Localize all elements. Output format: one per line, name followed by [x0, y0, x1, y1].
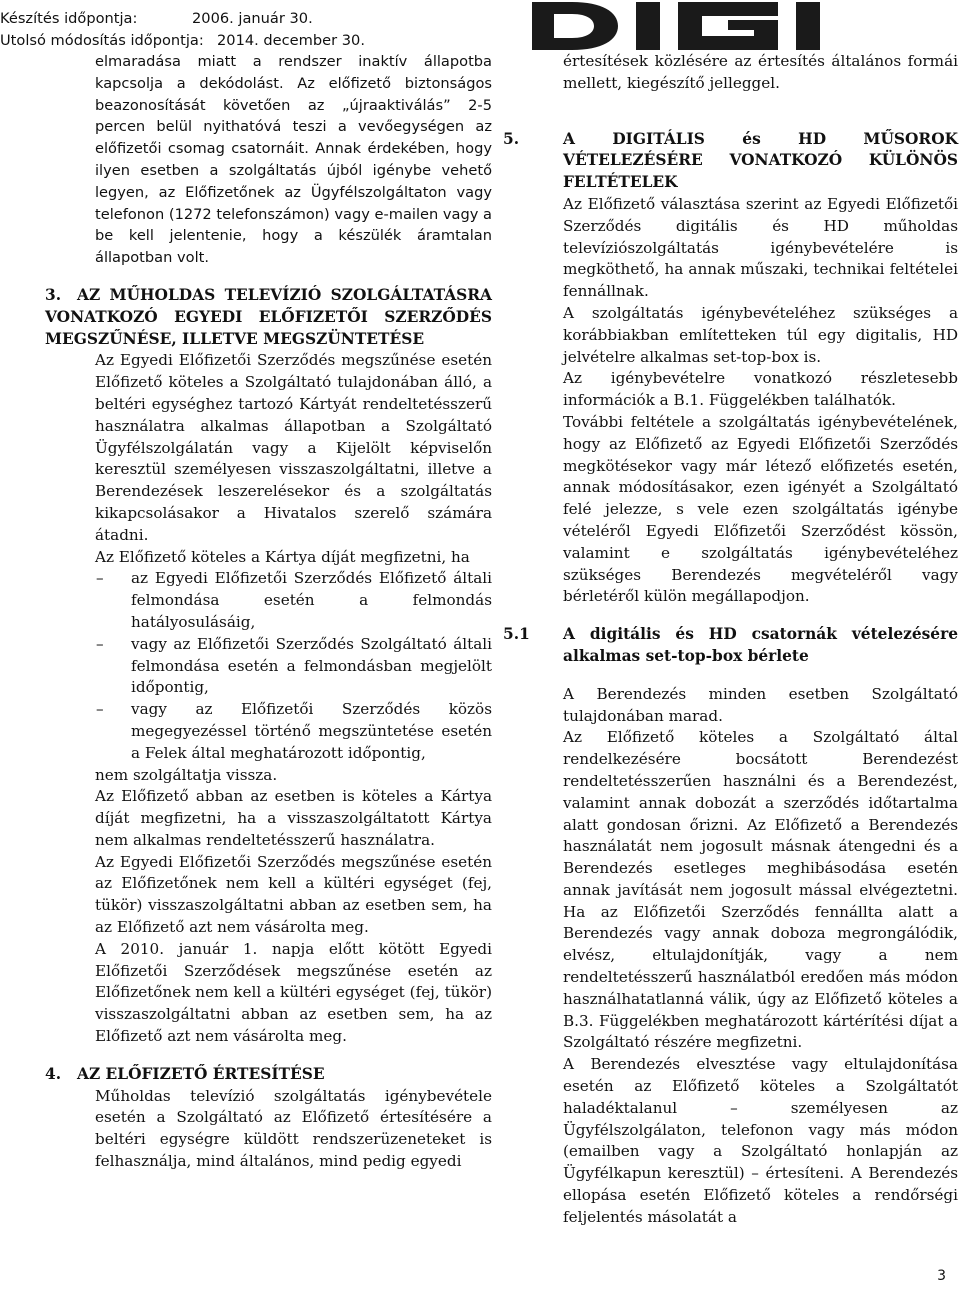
- section-5-1-title: A digitális és HD csatornák vételezésére alkalmas set-top-box bérlete: [563, 625, 958, 665]
- section-3-number: 3.: [45, 285, 62, 304]
- section-5-number: 5.: [503, 129, 520, 148]
- section-3-title: AZ MŰHOLDAS TELEVÍZIÓ SZOLGÁLTATÁSRA VONATKOZÓ EGYEDI ELŐFIZETŐI SZERZŐDÉS MEGSZŰNÉSE, ILLETVE MEGSZÜNTETÉSE: [45, 285, 492, 348]
- created-value: 2006. január 30.: [192, 10, 313, 27]
- section-5-paragraph-3: Az igénybevételre vonatkozó részletesebb információk a B.1. Függelékben találhatók.: [563, 369, 958, 410]
- modified-value: 2014. december 30.: [217, 31, 365, 49]
- created-label: Készítés időpontja:: [0, 10, 138, 27]
- modified-label: Utolsó módosítás időpontja:: [0, 31, 204, 49]
- list-item-text: vagy az Előfizetői Szerződés Szolgáltató általi felmondása esetén a felmondásban megjelölt időpontig,: [131, 634, 492, 697]
- section-3-paragraph-4: Az Előfizető abban az esetben is köteles a Kártya díját megfizetni, ha a visszaszolgáltatott Kártya nem alkalmas rendeltetésszerű használatra.: [95, 787, 492, 849]
- continuation-paragraph-right: értesítések közlésére az értesítés általános formái mellett, kiegészítő jelleggel.: [563, 52, 958, 92]
- list-item-text: vagy az Előfizetői Szerződés közös megegyezéssel történő megszüntetése esetén a Felek által meghatározott időpontig,: [131, 700, 492, 762]
- created-row: [0, 8, 492, 30]
- section-5-1-paragraph-1: A Berendezés minden esetben Szolgáltató tulajdonában marad.: [563, 684, 958, 725]
- section-3-paragraph-3: nem szolgáltatja vissza.: [95, 765, 278, 784]
- list-item: [0, 699, 492, 764]
- section-5-title: A DIGITÁLIS és HD MŰSOROK VÉTELEZÉSÉRE VONATKOZÓ KÜLÖNÖS FELTÉTELEK: [563, 129, 958, 192]
- section-3-heading: [0, 285, 492, 350]
- digi-logo: [532, 0, 850, 52]
- section-5-paragraph-1: Az Előfizető választása szerint az Egyedi Előfizetői Szerződés digitális és HD műholdas televíziószolgáltatás igénybevételére is megköthető, ha annak műszaki, technikai feltételei fennállnak.: [563, 194, 958, 301]
- section-4-heading: [0, 1064, 492, 1086]
- section-4-number: 4.: [45, 1064, 62, 1083]
- section-5-1-heading: [503, 624, 958, 668]
- list-item-text: az Egyedi Előfizetői Szerződés Előfizető általi felmondása esetén a felmondás hatályosulásáig,: [131, 569, 492, 631]
- section-5-heading: [503, 129, 958, 194]
- section-3-paragraph-1: Az Egyedi Előfizetői Szerződés megszűnése esetén Előfizető köteles a Szolgáltató tulajdonában álló, a beltéri egységhez tartozó Kártyát rendeltetésszerű használatra alkalmas állapotban a Szolgáltató Ügyfélszolgálatán vagy a Kijelölt képviselőn keresztül személyesen visszaszolgáltatni, illetve a Berendezések leszerelésekor és a szolgáltatás kikapcsolásakor a Hivatalos szerelő számára átadni.: [95, 351, 492, 544]
- section-5-1-block: [503, 624, 958, 1229]
- page-number: 3: [937, 1268, 946, 1285]
- section-5-paragraph-4: További feltétele a szolgáltatás igénybevételének, hogy az Előfizető az Egyedi Előfizetői Szerződés megkötésekor vagy már létező előfizetés esetén, annak módosításakor, ezen igényét a Szolgáltató felé jelezze, s vele ezen szolgáltatás igénybe vételéről Egyedi Előfizetői Szerződést kössön, valamint e szolgáltatás igénybevételéhez szükséges Berendezés megvételéről vagy bérletéről külön megállapodjon.: [563, 412, 958, 606]
- list-item: [0, 568, 492, 633]
- continuation-paragraph: elmaradása miatt a rendszer inaktív állapotba kapcsolja a dekódolást. Az előfizető biztonságos beazonosítását követően az „újraaktiválás” 2-5 percen belül nyithatóvá teszi a vevőegységen az előfizetői csomag csatornáit. Annak érdekében, hogy ilyen esetben a szolgáltatás újból igénybe vehető legyen, az Előfizetőnek az Ügyfélszolgáltaton vagy telefonon (1272 telefonszámon) vagy e-mailen vagy a be kell jelentenie, hogy a készülék áramtalan állapotban volt.: [95, 53, 492, 267]
- left-column: [0, 8, 492, 1173]
- section-3-paragraph-6: A 2010. január 1. napja előtt kötött Egyedi Előfizetői Szerződések megszűnése esetén az Előfizetőnek nem kell a kültéri egységet (fej, tükör) visszaszolgáltatni abban az esetben sem, ha az Előfizető azt nem vásárolta meg.: [95, 939, 492, 1046]
- dash-bullet: –: [96, 569, 104, 588]
- list-item: [0, 634, 492, 699]
- section-5-paragraph-2: A szolgáltatás igénybevételéhez szükséges a korábbiakban említetteken túl egy digitalis, HD jelvételre alkalmas set-top-box is.: [563, 303, 958, 366]
- section-3-paragraph-5: Az Egyedi Előfizetői Szerződés megszűnése esetén az Előfizetőnek nem kell a kültéri egységet (fej, tükör) visszaszolgáltatni abban az esetben sem, ha az Előfizető azt nem vásárolta meg.: [95, 852, 492, 937]
- dash-bullet: –: [96, 700, 104, 719]
- right-column: [503, 51, 958, 1229]
- modified-row: [0, 30, 492, 52]
- dash-bullet: –: [96, 634, 104, 653]
- section-4-title: AZ ELŐFIZETŐ ÉRTESÍTÉSE: [77, 1064, 325, 1083]
- section-5-1-number: 5.1: [503, 625, 530, 644]
- section-5-1-paragraph-3: A Berendezés elvesztése vagy eltulajdonítása esetén az Előfizető köteles a Szolgáltatót haladéktalanul – személyesen az Ügyfélszolgálaton, telefonon vagy más módon (emailben vagy a Szolgáltató honlapján az Ügyfélkapun keresztül) – értesíteni. A Berendezés ellopása esetén Előfizető köteles a rendőrségi feljelentés másolatát a: [563, 1055, 958, 1226]
- section-5-1-paragraph-2: Az Előfizető köteles a Szolgáltató által rendelkezésére bocsátott Berendezést rendeltetésszerűen használni és a Berendezést, valamint annak dobozát a szerződés időtartalma alatt gondosan őrizni. Az Előfizető a Berendezés használatát nem jogosult másnak átengedni és a Berendezés esetleges meghibásodása esetén annak javítását nem jogosult mással elvégeztetni. Ha az Előfizetői Szerződés fennállta alatt a Berendezés vagy annak doboza megrongálódik, elvész, eltulajdonítják, vagy a nem rendeltetésszerű használatból eredően más módon használhatatlanná válik, úgy az Előfizető köteles a B.3. Függelékben meghatározott kártérítési díjat a Szolgáltató részére megfizetni.: [563, 728, 958, 1052]
- section-3-paragraph-2: Az Előfizető köteles a Kártya díját megfizetni, ha: [95, 547, 470, 566]
- section-5-block: [503, 129, 958, 609]
- section-4-paragraph-1: Műholdas televízió szolgáltatás igénybevétele esetén a Szolgáltató az Előfizető értesítésére a beltéri egységre küldött rendszerüzeneteket is felhasználja, mind általános, mind pedig egyedi: [95, 1086, 492, 1171]
